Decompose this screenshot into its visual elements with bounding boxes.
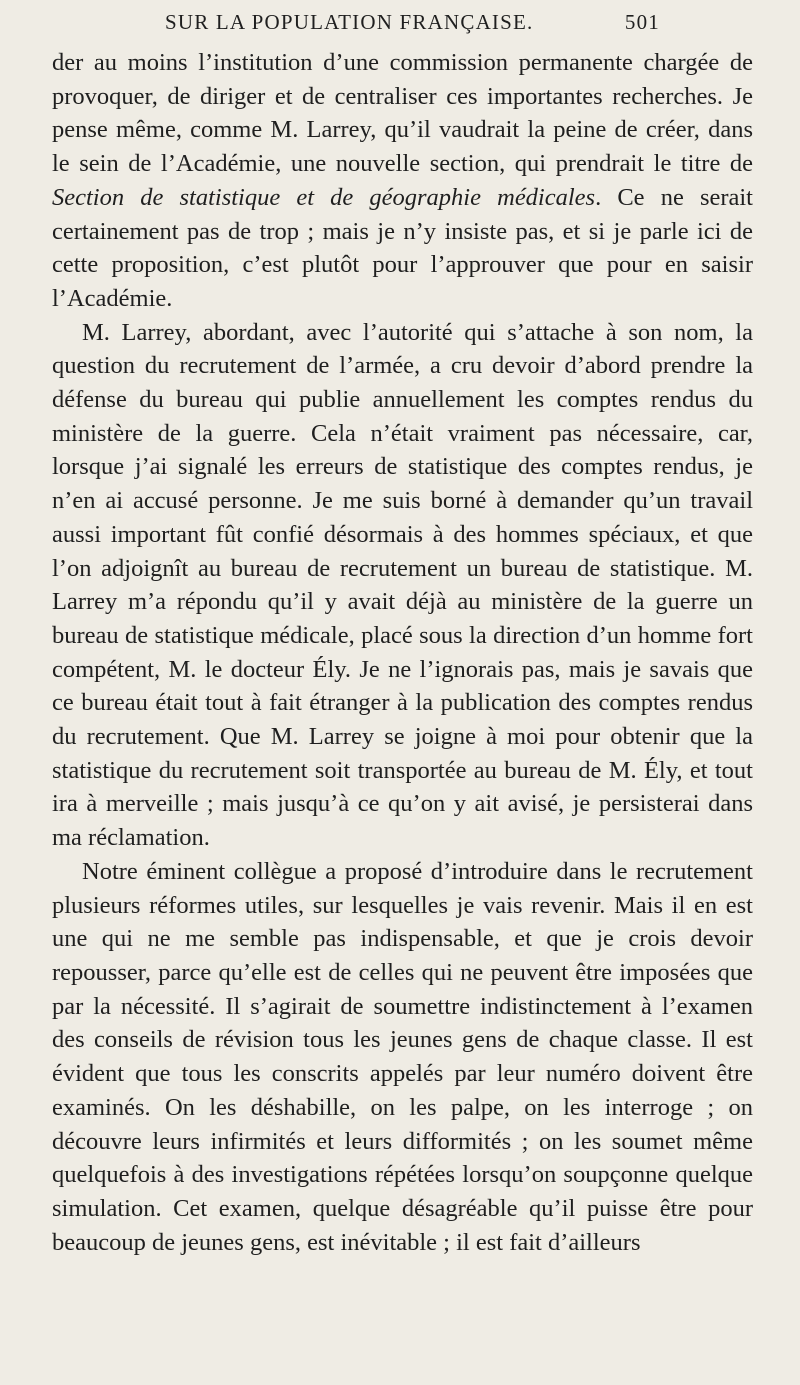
section-title-italic: Section de statistique et de géographie médicales xyxy=(52,183,596,211)
running-head xyxy=(165,10,660,40)
paragraph-1-text-a: der au moins l’institution d’une commission permanente chargée de provoquer, de diriger et de centraliser ces importantes recherches. Je pense même, comme M. Larrey, qu’il vaudrait la peine de créer, dans le sein de l’Académie, une nouvelle section, qui prendrait le titre de xyxy=(52,49,753,178)
paragraph-3: Notre éminent collègue a proposé d’introduire dans le recrutement plusieurs réformes utiles, sur lesquelles je vais revenir. Mais il en est une qui ne me semble pas indispensable, et que je crois devoir repousser, parce qu’elle est de celles qui ne peuvent être imposées que par la nécessité. Il s’agirait de soumettre indistinctement à l’examen des conseils de révision tous les jeunes gens de chaque classe. Il est évident que tous les conscrits appelés par leur numéro doivent être examinés. On les déshabille, on les palpe, on les interroge ; on découvre leurs infirmités et leurs difformités ; on les soumet même quelquefois à des investigations répétées lorsqu’on soupçonne quelque simulation. Cet examen, quelque désagréable qu’il puisse être pour beaucoup de jeunes gens, est inévitable ; il est fait d’ailleurs xyxy=(52,857,753,1256)
body-text xyxy=(52,46,753,1259)
paragraph-1-text-b: . Ce ne serait certainement pas de trop ; mais je n’y insiste pas, et si je parle ici de cette proposition, c’est plutôt pour l’approuver que pour en saisir l’Académie. xyxy=(52,183,753,312)
page-number: 501 xyxy=(624,10,660,34)
paragraph-2: M. Larrey, abordant, avec l’autorité qui s’attache à son nom, la question du recrutement de l’armée, a cru devoir d’abord prendre la défense du bureau qui publie annuellement les comptes rendus du ministère de la guerre. Cela n’était vraiment pas nécessaire, car, lorsque j’ai signalé les erreurs de statistique des comptes rendus, je n’en ai accusé personne. Je me suis borné à demander qu’un travail aussi important fût confié désormais à des hommes spéciaux, et que l’on adjoignît au bureau de recrutement un bureau de statistique. M. Larrey m’a répondu qu’il y avait déjà au ministère de la guerre un bureau de statistique médicale, placé sous la direction d’un homme fort compétent, M. le docteur Ély. Je ne l’ignorais pas, mais je savais que ce bureau était tout à fait étranger à la publication des comptes rendus du recrutement. Que M. Larrey se joigne à moi pour obtenir que la statistique du recrutement soit transportée au bureau de M. Ély, et tout ira à merveille ; mais jusqu’à ce qu’on y ait avisé, je persisterai dans ma réclamation. xyxy=(52,318,753,852)
running-title: SUR LA POPULATION FRANÇAISE. xyxy=(165,10,534,34)
paragraph-1 xyxy=(52,46,753,316)
